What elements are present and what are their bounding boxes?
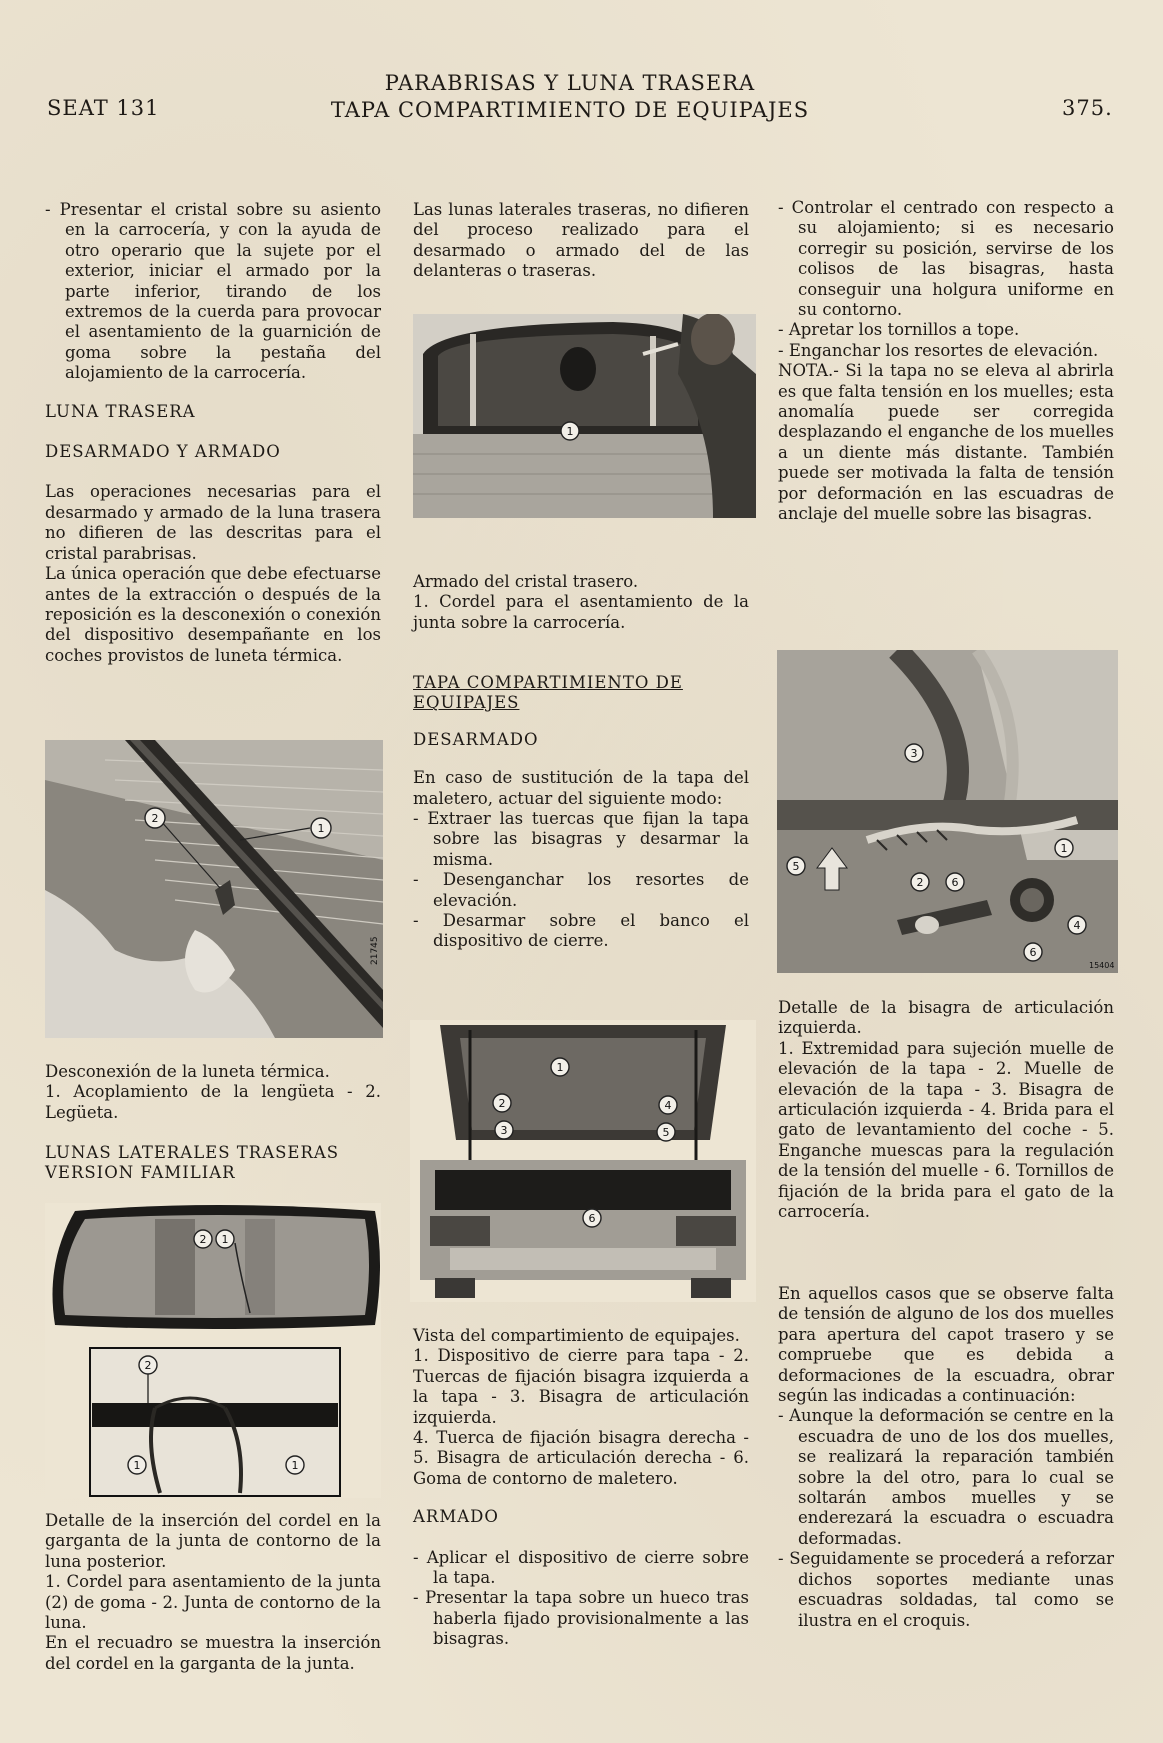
- caption-title: Detalle de la bisagra de articulación izquierda.: [778, 998, 1114, 1038]
- callout-1: 1: [317, 822, 325, 835]
- figure-hinge-detail: [777, 650, 1118, 973]
- caption-legend: 1. Cordel para el asentamiento de la junta sobre la carrocería.: [413, 592, 749, 632]
- figure-caption: [778, 998, 1114, 1222]
- caption-legend: 1. Acoplamiento de la lengüeta - 2. Legüeta.: [45, 1082, 381, 1122]
- caption-legend: 1. Extremidad para sujeción muelle de elevación de la tapa - 2. Muelle de elevación de la tapa - 3. Bisagra de articulación izquierda - 4. Brida para el gato de levantamiento del coche - 5. Enganche muescas para la regulación de la tensión del muelle - 6. Tornillos de fijación de la brida para el gato de la carrocería.: [778, 1038, 1114, 1222]
- list-item: - Enganchar los resortes de elevación.: [778, 340, 1099, 360]
- callout-4: 4: [1073, 919, 1081, 932]
- section-heading: LUNA TRASERA: [45, 401, 196, 421]
- caption-note: En el recuadro se muestra la inserción del cordel en la garganta de la junta.: [45, 1633, 381, 1673]
- figure-code: 15404: [1089, 961, 1115, 970]
- list-item: - Seguidamente se procederá a reforzar dichos soportes mediante unas escuadras soldadas, tal como se ilustra en el croquis.: [778, 1549, 1114, 1630]
- paragraph: Las lunas laterales traseras, no difieren del proceso realizado para el desarmado o armado del de las delanteras o traseras.: [413, 200, 749, 281]
- section-heading: TAPA COMPARTIMIENTO DE EQUIPAJES: [413, 673, 683, 713]
- paragraph: - Presentar el cristal sobre su asiento en la carrocería, y con la ayuda de otro operario que la sujete por el exterior, iniciar el armado por la parte inferior, tirando de los extremos de la cuerda para provocar el asentamiento de la guarnición de goma sobre la pestaña del alojamiento de la carrocería.: [45, 200, 381, 383]
- callout-3: 3: [500, 1124, 508, 1137]
- callout-4: 4: [664, 1099, 672, 1112]
- column-2-top: [413, 200, 749, 282]
- figure-caption: [45, 1062, 381, 1123]
- figure-caption: [413, 1326, 749, 1650]
- paragraph: Las operaciones necesarias para el desarmado y armado de la luna trasera no difieren de las descritas para el cristal parabrisas.: [45, 482, 381, 563]
- list-item: - Extraer las tuercas que fijan la tapa sobre las bisagras y desarmar la misma.: [413, 809, 749, 869]
- subsection-heading: ARMADO: [413, 1507, 499, 1527]
- callout-6: 6: [588, 1212, 596, 1225]
- caption-legend: 4. Tuerca de fijación bisagra derecha - 5. Bisagra de articulación derecha - 6. Goma de contorno de maletero.: [413, 1428, 749, 1488]
- callout-2: 2: [151, 812, 159, 825]
- callout-5: 5: [792, 860, 800, 873]
- subsection-heading: DESARMADO Y ARMADO: [45, 442, 281, 462]
- book-title: SEAT 131: [47, 96, 160, 120]
- callout-2: 2: [916, 876, 924, 889]
- column-2-middle: [413, 673, 749, 952]
- list-item: - Desarmar sobre el banco el dispositivo de cierre.: [413, 911, 749, 951]
- list-item: - Aplicar el dispositivo de cierre sobre la tapa.: [413, 1547, 749, 1588]
- callout-1: 1: [1060, 842, 1068, 855]
- callout-2: 2: [199, 1233, 207, 1246]
- figure-rear-glass-fitting: [413, 314, 756, 518]
- paragraph: La única operación que debe efectuarse antes de la extracción o después de la reposición es la desconexión o conexión del dispositivo desempañante en los coches provistos de luneta térmica.: [45, 564, 381, 665]
- page-title: [300, 70, 840, 124]
- callout-2: 2: [144, 1359, 152, 1372]
- paragraph: En aquellos casos que se observe falta de tensión de alguno de los dos muelles para apertura del capot trasero y se compruebe que es debida a deformaciones de la escuadra, obrar según las indicadas a continuación:: [778, 1284, 1114, 1406]
- callout-1: 1: [566, 425, 574, 438]
- callout-1: 1: [133, 1459, 141, 1472]
- callout-3: 3: [910, 747, 918, 760]
- callout-6: 6: [1029, 946, 1037, 959]
- column-3-bottom: [778, 1284, 1114, 1631]
- figure-code: 21745: [370, 936, 380, 965]
- list-item: - Controlar el centrado con respecto a su alojamiento; si es necesario corregir su posición, servirse de los colisos de las bisagras, hasta conseguir una holgura uniforme en su contorno.: [778, 198, 1114, 320]
- list-item: - Desenganchar los resortes de elevación.: [413, 870, 749, 910]
- paragraph: En caso de sustitución de la tapa del maletero, actuar del siguiente modo:: [413, 768, 749, 808]
- list-item: - Presentar la tapa sobre un hueco tras haberla fijado provisionalmente a las bisagras.: [413, 1588, 749, 1649]
- caption-legend: 1. Cordel para asentamiento de la junta (2) de goma - 2. Junta de contorno de la luna.: [45, 1572, 381, 1633]
- caption-title: Desconexión de la luneta térmica.: [45, 1062, 330, 1081]
- list-item: - Aunque la deformación se centre en la escuadra de uno de los dos muelles, se realizará la reparación también sobre la del otro, para lo cual se soltarán ambos muelles y se enderezará la escuadra o escuadra deformadas.: [778, 1406, 1114, 1548]
- callout-6: 6: [951, 876, 959, 889]
- list-item: - Apretar los tornillos a tope.: [778, 320, 1020, 340]
- callout-1: 1: [556, 1061, 564, 1074]
- caption-title: Armado del cristal trasero.: [413, 572, 639, 591]
- caption-title: Vista del compartimiento de equipajes.: [413, 1326, 740, 1345]
- subsection-heading: DESARMADO: [413, 729, 539, 749]
- callout-1: 1: [221, 1233, 229, 1246]
- column-1-top: [45, 200, 381, 666]
- caption-legend: 1. Dispositivo de cierre para tapa - 2. Tuercas de fijación bisagra izquierda a la tapa - 3. Bisagra de articulación izquierda.: [413, 1346, 749, 1427]
- note-paragraph: NOTA.- Si la tapa no se eleva al abrirla es que falta tensión en los muelles; esta anomalía puede ser corregida desplazando el enganche de los muelles a un diente más distante. También puede ser motivada la falta de tensión por deformación en las escuadras de anclaje del muelle sobre las bisagras.: [778, 361, 1114, 524]
- callout-1: 1: [291, 1459, 299, 1472]
- callout-2: 2: [498, 1097, 506, 1110]
- page-title-line-2: TAPA COMPARTIMIENTO DE EQUIPAJES: [330, 98, 810, 122]
- page-title-line-1: PARABRISAS Y LUNA TRASERA: [384, 71, 756, 95]
- column-3-top: [778, 198, 1114, 525]
- figure-caption: [413, 572, 749, 633]
- section-heading: LUNAS LATERALES TRASERAS VERSION FAMILIAR: [45, 1143, 340, 1183]
- callout-5: 5: [662, 1126, 670, 1139]
- page-number: 375.: [1062, 96, 1113, 120]
- figure-rear-window-cord: [45, 1203, 381, 1498]
- figure-heated-window-connector: [45, 740, 383, 1038]
- figure-caption: [45, 1511, 381, 1674]
- figure-luggage-compartment: [410, 1020, 756, 1302]
- caption-title: Detalle de la inserción del cordel en la garganta de la junta de contorno de la luna posterior.: [45, 1511, 381, 1571]
